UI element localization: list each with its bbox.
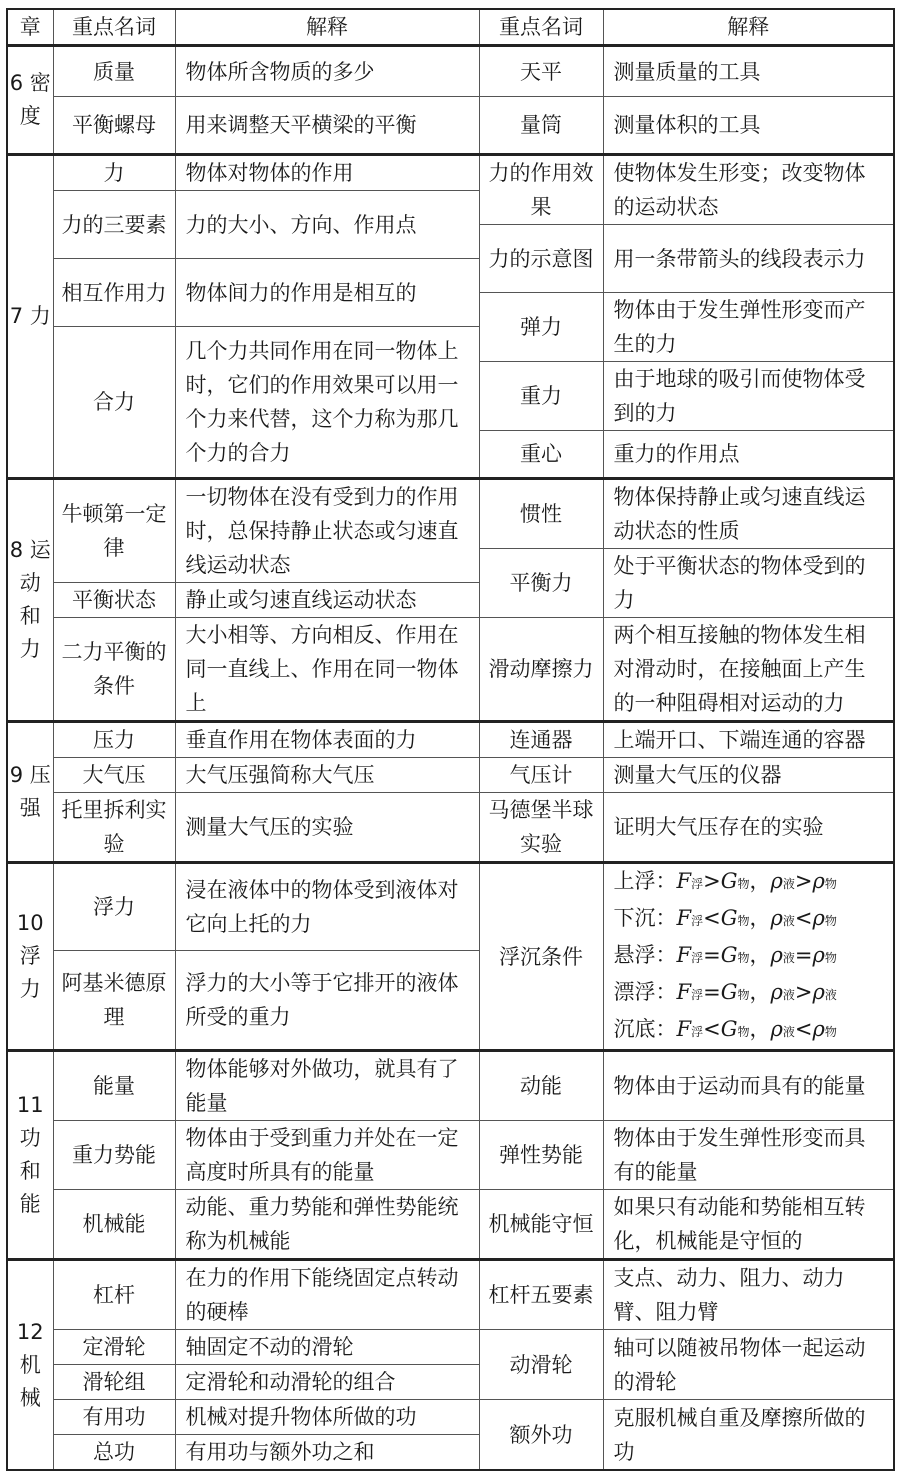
condition-op1: < <box>703 906 721 930</box>
term-cell: 惯性 <box>479 479 603 549</box>
term-cell: 有用功 <box>53 1400 175 1435</box>
condition-G: G <box>720 906 738 930</box>
table-row <box>7 793 894 863</box>
chapter-label: 11 功 和 能 <box>7 1051 53 1260</box>
condition-r2: ρ <box>812 943 825 967</box>
condition-sub2: 物 <box>737 914 750 928</box>
term-cell: 大气压 <box>53 758 175 793</box>
term-cell: 阿基米德原理 <box>53 951 175 1051</box>
condition-sub3: 液 <box>782 988 795 1002</box>
explanation-cell: 有用功与额外功之和 <box>175 1435 479 1471</box>
term-cell: 滑动摩擦力 <box>479 618 603 722</box>
term-cell: 力 <box>53 155 175 191</box>
condition-G: G <box>720 869 738 893</box>
explanation-cell: 几个力共同作用在同一物体上时，它们的作用效果可以用一个力来代替，这个力称为那几个力的合力 <box>175 327 479 479</box>
explanation-cell: 大小相等、方向相反、作用在同一直线上、作用在同一物体上 <box>175 618 479 722</box>
condition-line <box>614 938 884 975</box>
condition-F: F <box>676 1017 692 1041</box>
table-row <box>7 758 894 793</box>
explanation-cell: 机械对提升物体所做的功 <box>175 1400 479 1435</box>
condition-F: F <box>676 980 692 1004</box>
condition-r1: ρ <box>770 1017 783 1041</box>
table-row <box>7 1190 894 1260</box>
term-cell: 力的作用效果 <box>479 155 603 225</box>
condition-name: 悬浮： <box>613 943 677 967</box>
condition-sub2: 物 <box>737 988 750 1002</box>
condition-sub2: 物 <box>737 951 750 965</box>
term-cell: 二力平衡的条件 <box>53 618 175 722</box>
condition-op1: < <box>703 1017 721 1041</box>
header-chapter: 章 <box>7 9 53 46</box>
explanation-cell: 垂直作用在物体表面的力 <box>175 722 479 758</box>
condition-F: F <box>676 869 692 893</box>
header-explanation-2: 解释 <box>603 9 894 46</box>
explanation-cell: 用来调整天平横梁的平衡 <box>175 97 479 155</box>
explanation-cell: 物体由于受到重力并处在一定高度时所具有的能量 <box>175 1121 479 1190</box>
condition-sub1: 浮 <box>691 914 704 928</box>
explanation-cell: 两个相互接触的物体发生相对滑动时，在接触面上产生的一种阻碍相对运动的力 <box>603 618 894 722</box>
explanation-cell: 物体由于发生弹性形变而具有的能量 <box>603 1121 894 1190</box>
explanation-cell: 物体由于发生弹性形变而产生的力 <box>603 293 894 362</box>
chapter-label: 7 力 <box>7 155 53 479</box>
table-row <box>7 722 894 758</box>
term-cell: 质量 <box>53 46 175 97</box>
term-cell: 压力 <box>53 722 175 758</box>
condition-sub1: 浮 <box>691 951 704 965</box>
explanation-cell: 物体所含物质的多少 <box>175 46 479 97</box>
table-row <box>7 97 894 155</box>
explanation-cell: 使物体发生形变；改变物体的运动状态 <box>603 155 894 225</box>
table-row <box>7 618 894 670</box>
term-cell: 定滑轮 <box>53 1330 175 1365</box>
condition-G: G <box>720 1017 738 1041</box>
condition-r1: ρ <box>770 943 783 967</box>
term-cell: 动能 <box>479 1051 603 1121</box>
header-term-2: 重点名词 <box>479 9 603 46</box>
condition-r2: ρ <box>812 869 825 893</box>
term-cell: 机械能 <box>53 1190 175 1260</box>
physics-terms-table-container <box>6 8 893 1471</box>
term-cell: 重力 <box>479 362 603 431</box>
explanation-cell: 轴固定不动的滑轮 <box>175 1330 479 1365</box>
condition-r2: ρ <box>812 980 825 1004</box>
term-cell: 平衡状态 <box>53 583 175 618</box>
term-cell: 托里拆利实验 <box>53 793 175 863</box>
term-cell: 平衡力 <box>479 549 603 618</box>
condition-name: 上浮： <box>613 869 677 893</box>
condition-sub3: 液 <box>782 877 795 891</box>
condition-sub3: 液 <box>782 914 795 928</box>
explanation-cell: 支点、动力、阻力、动力臂、阻力臂 <box>603 1260 894 1330</box>
condition-line <box>614 901 884 938</box>
term-cell: 重心 <box>479 431 603 479</box>
condition-sep: ， <box>749 980 771 1004</box>
term-cell: 力的三要素 <box>53 191 175 259</box>
explanation-cell: 物体保持静止或匀速直线运动状态的性质 <box>603 479 894 549</box>
explanation-cell: 证明大气压存在的实验 <box>603 793 894 863</box>
term-cell: 力的示意图 <box>479 225 603 293</box>
condition-line <box>614 1012 884 1049</box>
term-cell: 弹力 <box>479 293 603 362</box>
term-cell: 动滑轮 <box>479 1330 603 1400</box>
term-cell: 能量 <box>53 1051 175 1121</box>
condition-op2: > <box>794 869 813 893</box>
term-cell: 重力势能 <box>53 1121 175 1190</box>
explanation-cell: 大气压强简称大气压 <box>175 758 479 793</box>
condition-op1: = <box>703 943 721 967</box>
header-explanation-1: 解释 <box>175 9 479 46</box>
explanation-cell: 物体由于运动而具有的能量 <box>603 1051 894 1121</box>
explanation-cell: 由于地球的吸引而使物体受到的力 <box>603 362 894 431</box>
explanation-cell: 重力的作用点 <box>603 431 894 479</box>
condition-G: G <box>720 943 738 967</box>
term-cell: 天平 <box>479 46 603 97</box>
condition-line <box>614 864 884 901</box>
term-cell: 相互作用力 <box>53 259 175 327</box>
condition-F: F <box>676 906 692 930</box>
explanation-cell: 物体能够对外做功，就具有了能量 <box>175 1051 479 1121</box>
term-cell: 总功 <box>53 1435 175 1471</box>
table-row <box>7 1400 894 1435</box>
chapter-label: 8 运 动 和 力 <box>7 479 53 722</box>
condition-sep: ， <box>749 869 771 893</box>
condition-op1: > <box>703 869 721 893</box>
table-row <box>7 1051 894 1121</box>
term-cell: 滑轮组 <box>53 1365 175 1400</box>
condition-sub1: 浮 <box>691 988 704 1002</box>
condition-op2: > <box>794 980 813 1004</box>
condition-r1: ρ <box>770 980 783 1004</box>
term-cell: 连通器 <box>479 722 603 758</box>
explanation-cell: 如果只有动能和势能相互转化，机械能是守恒的 <box>603 1190 894 1260</box>
condition-op2: < <box>794 906 813 930</box>
term-cell: 牛顿第一定律 <box>53 479 175 583</box>
condition-r2: ρ <box>812 906 825 930</box>
table-row <box>7 1330 894 1365</box>
condition-sub4: 物 <box>824 951 837 965</box>
condition-line <box>614 975 884 1012</box>
condition-op1: = <box>703 980 721 1004</box>
header-row <box>7 9 894 46</box>
explanation-cell: 浸在液体中的物体受到液体对它向上托的力 <box>175 863 479 951</box>
explanation-cell: 浮力的大小等于它排开的液体所受的重力 <box>175 951 479 1051</box>
explanation-cell: 定滑轮和动滑轮的组合 <box>175 1365 479 1400</box>
condition-op2: < <box>794 1017 813 1041</box>
explanation-cell: 动能、重力势能和弹性势能统称为机械能 <box>175 1190 479 1260</box>
explanation-cell: 处于平衡状态的物体受到的力 <box>603 549 894 618</box>
explanation-cell: 上端开口、下端连通的容器 <box>603 722 894 758</box>
condition-sub1: 浮 <box>691 877 704 891</box>
chapter-label: 6 密 度 <box>7 46 53 155</box>
table-row <box>7 479 894 514</box>
condition-sub4: 物 <box>824 914 837 928</box>
condition-sub2: 物 <box>737 1025 750 1039</box>
condition-sep: ， <box>749 943 771 967</box>
condition-G: G <box>720 980 738 1004</box>
term-cell: 气压计 <box>479 758 603 793</box>
explanation-cell: 测量大气压的实验 <box>175 793 479 863</box>
explanation-cell: 力的大小、方向、作用点 <box>175 191 479 259</box>
table-row <box>7 155 894 191</box>
table-row <box>7 46 894 97</box>
term-cell: 杠杆 <box>53 1260 175 1330</box>
term-cell: 马德堡半球实验 <box>479 793 603 863</box>
condition-sub4: 物 <box>824 877 837 891</box>
explanation-cell: 克服机械自重及摩擦所做的功 <box>603 1400 894 1471</box>
term-cell: 浮力 <box>53 863 175 951</box>
physics-terms-table <box>6 8 895 1471</box>
explanation-cell: 一切物体在没有受到力的作用时，总保持静止状态或匀速直线运动状态 <box>175 479 479 583</box>
term-cell: 额外功 <box>479 1400 603 1471</box>
explanation-cell: 静止或匀速直线运动状态 <box>175 583 479 618</box>
term-cell: 浮沉条件 <box>479 863 603 1051</box>
condition-sub2: 物 <box>737 877 750 891</box>
table-row <box>7 1121 894 1190</box>
term-cell: 量筒 <box>479 97 603 155</box>
explanation-cell: 测量质量的工具 <box>603 46 894 97</box>
table-row <box>7 1260 894 1330</box>
explanation-cell: 测量大气压的仪器 <box>603 758 894 793</box>
explanation-cell: 用一条带箭头的线段表示力 <box>603 225 894 293</box>
condition-sep: ， <box>749 1017 771 1041</box>
condition-sub1: 浮 <box>691 1025 704 1039</box>
condition-sep: ， <box>749 906 771 930</box>
header-term-1: 重点名词 <box>53 9 175 46</box>
term-cell: 机械能守恒 <box>479 1190 603 1260</box>
chapter-label: 10 浮 力 <box>7 863 53 1051</box>
chapter-label: 12 机 械 <box>7 1260 53 1471</box>
condition-r1: ρ <box>770 906 783 930</box>
condition-r1: ρ <box>770 869 783 893</box>
chapter-label: 9 压 强 <box>7 722 53 863</box>
explanation-cell: 在力的作用下能绕固定点转动的硬棒 <box>175 1260 479 1330</box>
explanation-cell: 轴可以随被吊物体一起运动的滑轮 <box>603 1330 894 1400</box>
condition-r2: ρ <box>812 1017 825 1041</box>
condition-op2: = <box>794 943 813 967</box>
sink-float-conditions <box>603 863 894 1051</box>
condition-F: F <box>676 943 692 967</box>
table-row <box>7 863 894 951</box>
condition-sub3: 液 <box>782 1025 795 1039</box>
term-cell: 杠杆五要素 <box>479 1260 603 1330</box>
term-cell: 弹性势能 <box>479 1121 603 1190</box>
condition-name: 沉底： <box>613 1017 677 1041</box>
condition-sub4: 物 <box>824 1025 837 1039</box>
condition-sub4: 液 <box>824 988 837 1002</box>
condition-name: 下沉： <box>613 906 677 930</box>
condition-name: 漂浮： <box>613 980 677 1004</box>
term-cell: 合力 <box>53 327 175 479</box>
explanation-cell: 物体间力的作用是相互的 <box>175 259 479 327</box>
explanation-cell: 测量体积的工具 <box>603 97 894 155</box>
explanation-cell: 物体对物体的作用 <box>175 155 479 191</box>
term-cell: 平衡螺母 <box>53 97 175 155</box>
condition-sub3: 液 <box>782 951 795 965</box>
